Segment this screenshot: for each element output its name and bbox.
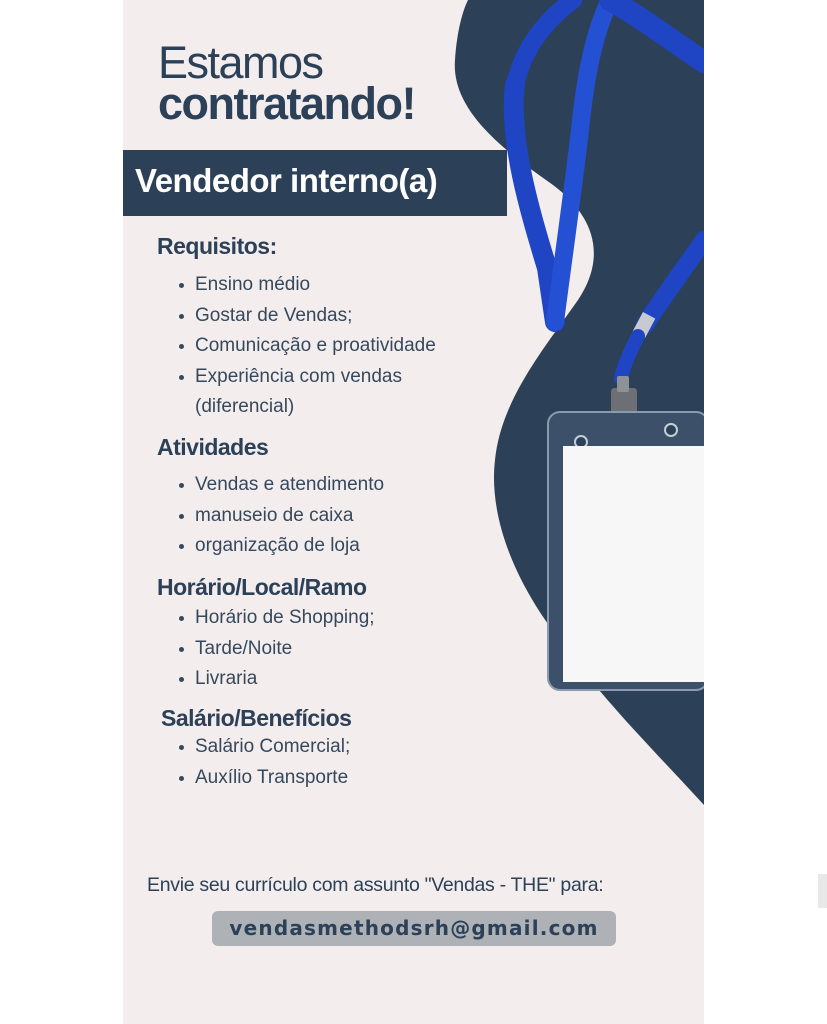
- atividades-list: [177, 470, 384, 562]
- list-item: Gostar de Vendas;: [177, 301, 436, 332]
- list-item: Tarde/Noite: [177, 634, 375, 665]
- section-title-atividades: Atividades: [157, 434, 269, 460]
- list-item: Auxílio Transporte: [177, 763, 350, 794]
- headline: [158, 37, 415, 129]
- horario-list: [177, 603, 375, 695]
- list-item: Ensino médio: [177, 270, 436, 301]
- list-item: Comunicação e proatividade: [177, 331, 436, 362]
- list-item: Salário Comercial;: [177, 732, 350, 763]
- list-item: organização de loja: [177, 531, 384, 562]
- job-title: Vendedor interno(a): [135, 162, 438, 199]
- headline-line-2: contratando!: [158, 78, 415, 129]
- list-item: manuseio de caixa: [177, 501, 384, 532]
- list-item: Experiência com vendas: [177, 362, 436, 393]
- requisitos-list: [177, 270, 436, 392]
- scrollbar-thumb[interactable]: [818, 874, 827, 908]
- headline-line-1: Estamos: [158, 37, 323, 88]
- list-item: Horário de Shopping;: [177, 603, 375, 634]
- salario-list: [177, 732, 350, 793]
- job-poster: [123, 0, 704, 1024]
- list-item: Vendas e atendimento: [177, 470, 384, 501]
- list-item: Livraria: [177, 664, 375, 695]
- badge-holder-icon: [548, 412, 704, 690]
- cta-text: Envie seu currículo com assunto "Vendas - THE" para:: [147, 874, 604, 896]
- email-address[interactable]: vendasmethodsrh@gmail.com: [212, 911, 616, 946]
- section-title-salario: Salário/Benefícios: [161, 705, 352, 731]
- job-title-band: [123, 150, 507, 216]
- section-title-horario: Horário/Local/Ramo: [157, 574, 367, 600]
- list-item-continuation: (diferencial): [195, 396, 295, 417]
- section-title-requisitos: Requisitos:: [157, 233, 277, 259]
